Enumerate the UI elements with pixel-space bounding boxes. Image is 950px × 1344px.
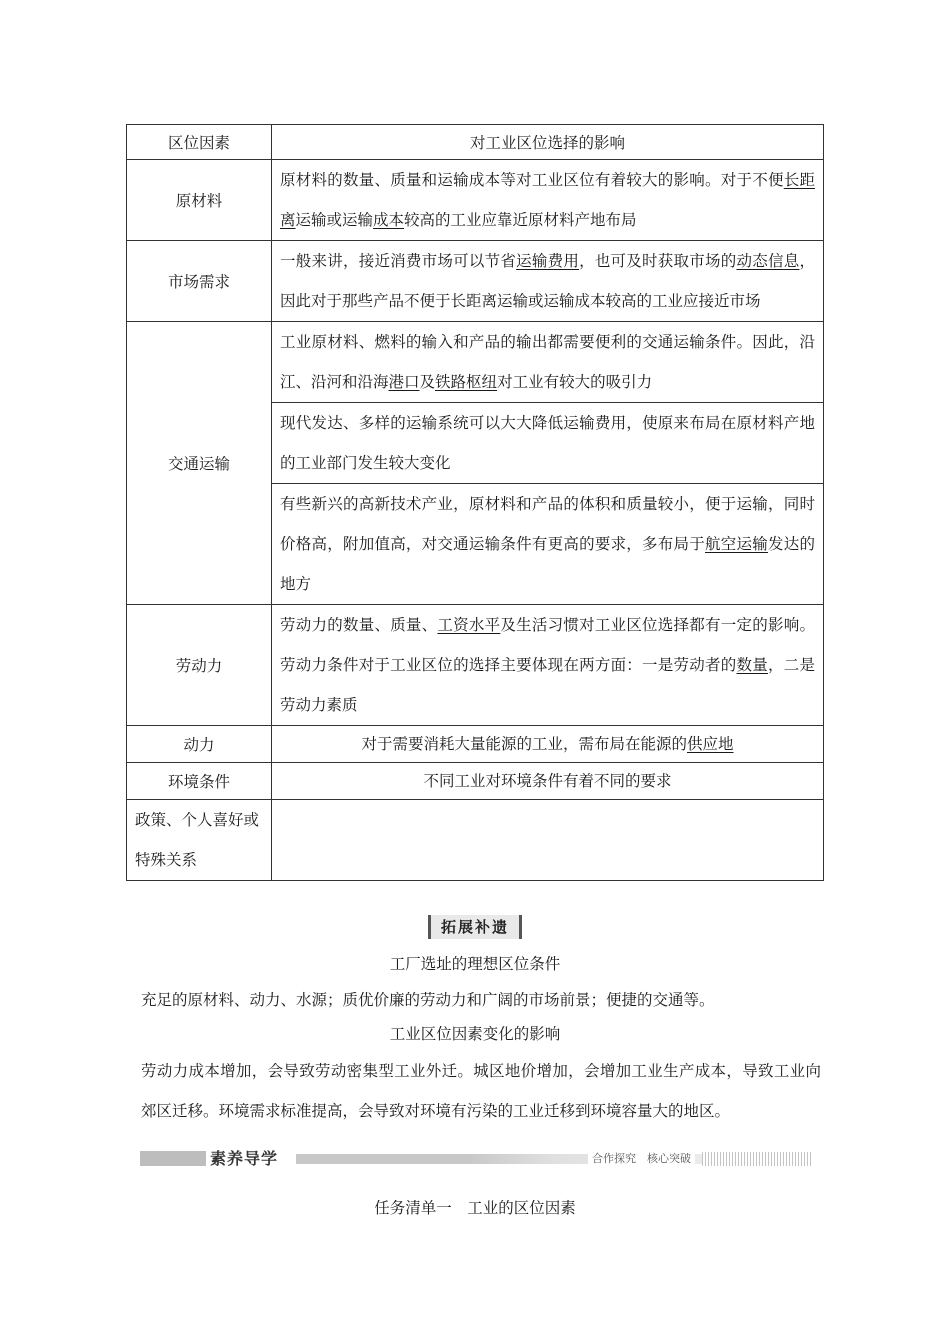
desc-text: 及 xyxy=(419,373,436,391)
desc-text: 发达的地方 xyxy=(280,535,815,593)
banner-bar-right xyxy=(702,1152,812,1166)
desc-text: 劳动力的数量、质量、 xyxy=(280,616,438,634)
underlined-term: 成本 xyxy=(373,211,405,229)
factor-name: 政策、个人喜好或特殊关系 xyxy=(127,800,272,881)
underlined-term: 运输费用 xyxy=(516,252,580,270)
extension-paragraph-2: 劳动力成本增加，会导致劳动密集型工业外迁。城区地价增加，会增加工业生产成本，导致工业向郊区迁移。环境需求标准提高，会导致对环境有污染的工业迁移到环境容量大的地区。 xyxy=(141,1062,821,1120)
table-row-power xyxy=(127,726,824,763)
desc-text: 原材料的数量、质量和运输成本等对工业区位有着较大的影响。对于不便 xyxy=(280,171,784,189)
extension-paragraph-1: 充足的原材料、动力、水源；质优价廉的劳动力和广阔的市场前景；便捷的交通等。 xyxy=(141,991,715,1009)
table-row-market xyxy=(127,241,824,322)
banner-bar-left xyxy=(140,1151,206,1166)
table-header-row xyxy=(127,125,824,160)
table-row-raw-material xyxy=(127,160,824,241)
desc-text: 工业原材料、燃料的输入和产品的输出都需要便利的交通运输条件。因此，沿江、沿河和沿海 xyxy=(280,333,815,391)
desc-text: 对于需要消耗大量能源的工业，需布局在能源的 xyxy=(361,735,687,753)
desc-text: ，因此对于那些产品不便于长距离运输或运输成本较高的工业应接近市场 xyxy=(280,252,815,310)
underlined-term: 动态信息 xyxy=(736,252,800,270)
desc-text: ，二是劳动力素质 xyxy=(280,656,815,714)
table-row-transport-1 xyxy=(127,322,824,403)
factor-name: 原材料 xyxy=(127,160,272,241)
extension-heading-2: 工业区位因素变化的影响 xyxy=(389,1025,561,1043)
factor-desc xyxy=(272,484,824,605)
factor-desc: 现代发达、多样的运输系统可以大大降低运输费用，使原来布局在原材料产地的工业部门发生较大变化 xyxy=(272,403,824,484)
task-title: 任务清单一 工业的区位因素 xyxy=(374,1199,576,1217)
factor-name: 环境条件 xyxy=(127,763,272,800)
factor-desc xyxy=(272,241,824,322)
underlined-term: 港口 xyxy=(388,373,420,391)
desc-text: 及生活习惯对工业区位选择都有一定的影响。劳动力条件对于工业区位的选择主要体现在两方面：一是劳动者的 xyxy=(280,616,815,674)
factor-desc xyxy=(272,800,824,881)
banner-subtitle: 合作探究 核心突破 xyxy=(588,1148,695,1170)
desc-text: 对工业有较大的吸引力 xyxy=(497,373,653,391)
location-factors-table xyxy=(126,124,824,881)
table-row-environment xyxy=(127,763,824,800)
underlined-term: 航空运输 xyxy=(705,535,768,553)
factor-desc xyxy=(272,726,824,763)
section-banner xyxy=(140,1148,812,1170)
factor-desc xyxy=(272,160,824,241)
desc-text: 一般来讲，接近消费市场可以节省 xyxy=(280,252,517,270)
factor-name: 动力 xyxy=(127,726,272,763)
desc-text: ，也可及时获取市场的 xyxy=(579,252,737,270)
extension-heading-1: 工厂选址的理想区位条件 xyxy=(389,955,561,973)
factor-desc xyxy=(272,605,824,726)
underlined-term: 工资水平 xyxy=(437,616,501,634)
factor-desc: 不同工业对环境条件有着不同的要求 xyxy=(272,763,824,800)
header-effect: 对工业区位选择的影响 xyxy=(272,125,824,160)
factor-name: 交通运输 xyxy=(127,322,272,605)
desc-text: 有些新兴的高新技术产业，原材料和产品的体积和质量较小，便于运输，同时价格高，附加值高，对交通运输条件有更高的要求，多布局于 xyxy=(280,495,815,553)
factor-name: 市场需求 xyxy=(127,241,272,322)
table-row-policy xyxy=(127,800,824,881)
underlined-term: 铁路枢纽 xyxy=(435,373,498,391)
extension-label: 拓展补遗 xyxy=(428,915,522,939)
factor-name: 劳动力 xyxy=(127,605,272,726)
header-factor: 区位因素 xyxy=(127,125,272,160)
underlined-term: 数量 xyxy=(736,656,768,674)
table-row-labor xyxy=(127,605,824,726)
underlined-term: 长距离 xyxy=(280,171,815,229)
factor-desc xyxy=(272,322,824,403)
desc-text: 较高的工业应靠近原材料产地布局 xyxy=(404,211,637,229)
underlined-term: 供应地 xyxy=(687,735,734,753)
desc-text: 运输或运输 xyxy=(295,211,374,229)
banner-title: 素养导学 xyxy=(210,1149,279,1168)
